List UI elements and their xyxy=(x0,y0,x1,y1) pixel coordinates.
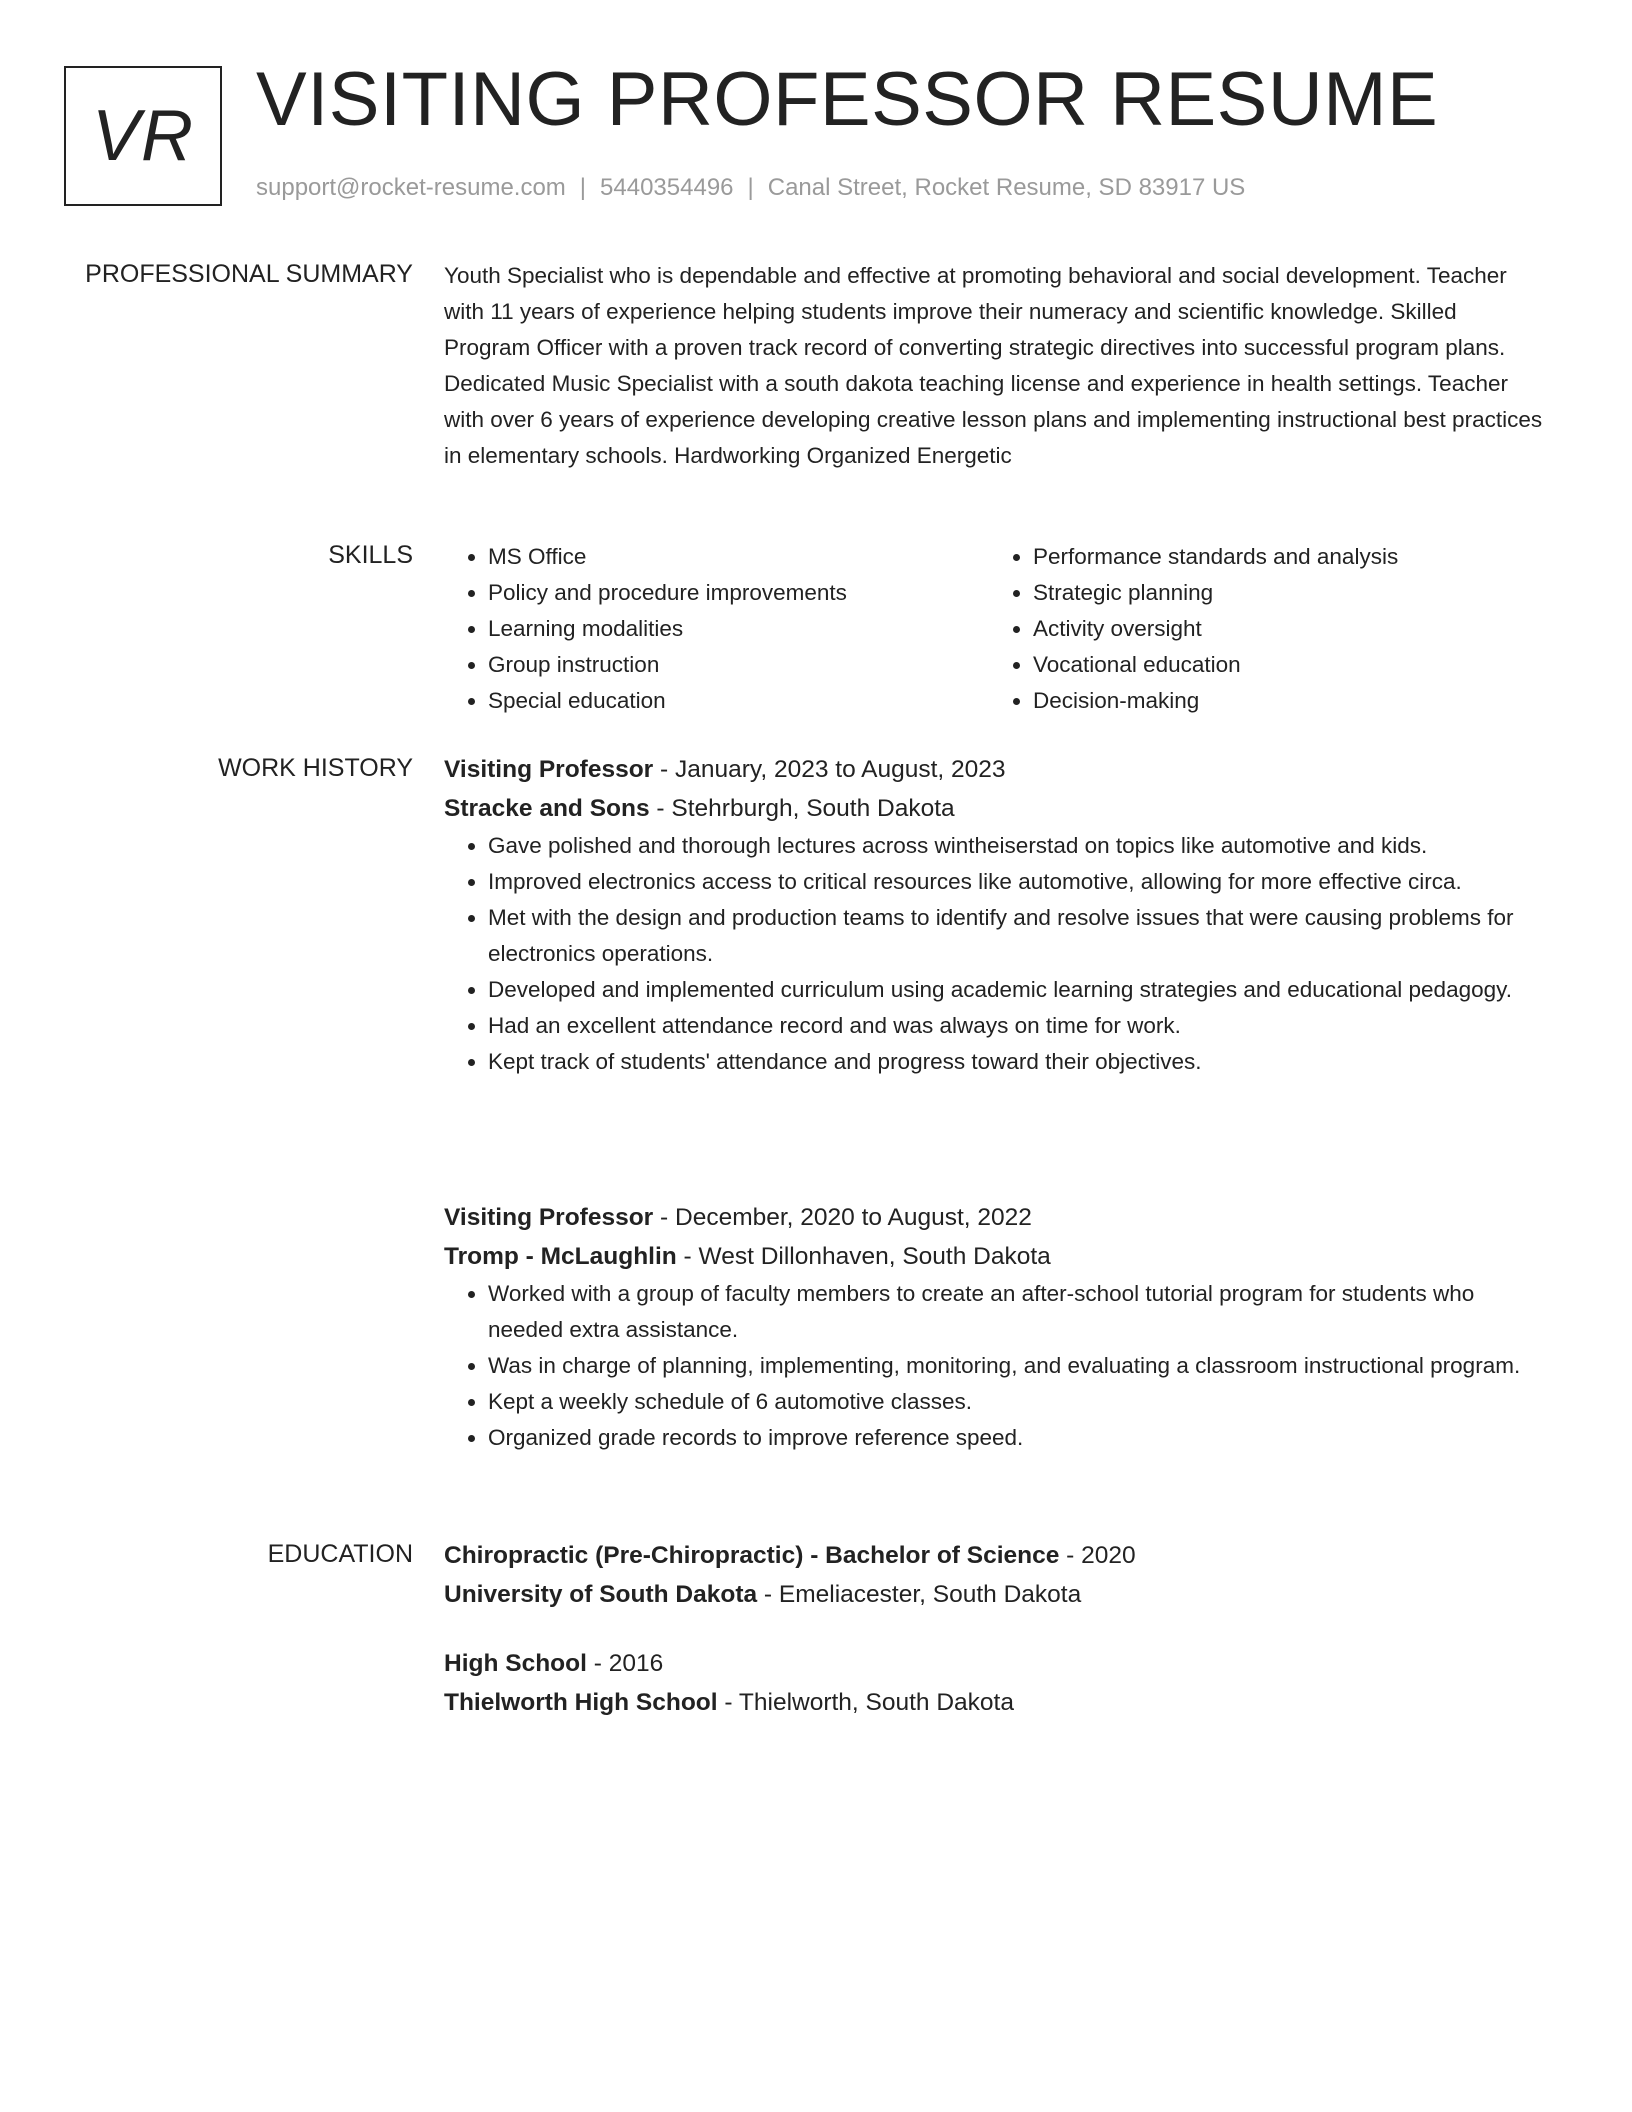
resume-title: VISITING PROFESSOR RESUME xyxy=(256,57,1439,142)
job-company: Tromp - McLaughlin xyxy=(444,1243,677,1270)
job-bullet: • Worked with a group of faculty members to create an after-school tutorial program for students who needed extra assistance. xyxy=(488,1276,1544,1348)
job-bullet: • Improved electronics access to critical resources like automotive, allowing for more effective circa. xyxy=(488,864,1544,900)
education-heading: EDUCATION xyxy=(267,1540,413,1568)
job-bullets xyxy=(444,1276,1544,1456)
skill-item: • Decision-making xyxy=(1033,683,1534,719)
job-bullet: • Kept track of students' attendance and progress toward their objectives. xyxy=(488,1044,1544,1080)
education-entry xyxy=(444,1644,1544,1722)
job-bullets xyxy=(444,828,1544,1080)
job-dates: - December, 2020 to August, 2022 xyxy=(653,1204,1032,1231)
contact-separator: | xyxy=(579,174,587,201)
job-bullet: • Kept a weekly schedule of 6 automotive classes. xyxy=(488,1384,1544,1420)
edu-school-line xyxy=(444,1575,1544,1614)
edu-school-line xyxy=(444,1683,1544,1722)
skills-list-right xyxy=(989,539,1534,719)
job-bullet: • Met with the design and production teams to identify and resolve issues that were causing problems for electronics operations. xyxy=(488,900,1544,972)
edu-year: - 2016 xyxy=(586,1650,664,1677)
contact-email[interactable]: support@rocket-resume.com xyxy=(256,174,566,201)
summary-text: Youth Specialist who is dependable and effective at promoting behavioral and social development. Teacher with 11 years of experience helping students improve their numeracy and scientific knowledge. Skilled Program Officer with a proven track record of converting strategic directives into successful program plans. Dedicated Music Specialist with a south dakota teaching license and experience in health settings. Teacher with over 6 years of experience developing creative lesson plans and implementing instructional best practices in elementary schools. Hardworking Organized Energetic xyxy=(444,263,1543,468)
job-location: - Stehrburgh, South Dakota xyxy=(649,795,955,822)
summary-heading: PROFESSIONAL SUMMARY xyxy=(85,260,413,288)
work-history-heading: WORK HISTORY xyxy=(218,754,413,782)
job-location: - West Dillonhaven, South Dakota xyxy=(676,1243,1051,1270)
job-title: Visiting Professor xyxy=(444,1204,654,1231)
job-bullet: • Was in charge of planning, implementing, monitoring, and evaluating a classroom instructional program. xyxy=(488,1348,1544,1384)
job-bullet: • Gave polished and thorough lectures across wintheiserstad on topics like automotive and kids. xyxy=(488,828,1544,864)
edu-year: - 2020 xyxy=(1059,1542,1136,1569)
monogram-badge xyxy=(64,66,222,206)
edu-degree: High School xyxy=(444,1650,587,1677)
edu-degree-line xyxy=(444,1644,1544,1683)
skill-item: • Performance standards and analysis xyxy=(1033,539,1534,575)
skill-item: • Activity oversight xyxy=(1033,611,1534,647)
edu-school: Thielworth High School xyxy=(444,1689,718,1716)
skills-heading: SKILLS xyxy=(328,541,413,569)
edu-degree-line xyxy=(444,1536,1544,1575)
skill-item: • Policy and procedure improvements xyxy=(488,575,989,611)
education-entry xyxy=(444,1536,1544,1614)
job-bullet: • Organized grade records to improve reference speed. xyxy=(488,1420,1544,1456)
contact-phone[interactable]: 5440354496 xyxy=(600,174,734,201)
job-title-line xyxy=(444,750,1544,789)
edu-degree: Chiropractic (Pre-Chiropractic) - Bachelor of Science xyxy=(444,1542,1060,1569)
skill-item: • MS Office xyxy=(488,539,989,575)
contact-line xyxy=(256,174,1245,202)
skill-item: • Group instruction xyxy=(488,647,989,683)
contact-separator: | xyxy=(747,174,754,201)
skill-item: • Special education xyxy=(488,683,989,719)
job-title: Visiting Professor xyxy=(444,756,654,783)
contact-address: Canal Street, Rocket Resume, SD 83917 US xyxy=(767,174,1246,201)
job-title-line xyxy=(444,1198,1544,1237)
job-company-line xyxy=(444,1237,1544,1276)
skills-list-left xyxy=(444,539,989,719)
edu-location: - Emeliacester, South Dakota xyxy=(757,1581,1082,1608)
job-entry xyxy=(444,750,1544,1080)
skill-item: • Learning modalities xyxy=(488,611,989,647)
job-company: Stracke and Sons xyxy=(444,795,650,822)
job-company-line xyxy=(444,789,1544,828)
job-bullet: • Had an excellent attendance record and was always on time for work. xyxy=(488,1008,1544,1044)
skill-item: • Vocational education xyxy=(1033,647,1534,683)
skill-item: • Strategic planning xyxy=(1033,575,1534,611)
edu-school: University of South Dakota xyxy=(444,1581,758,1608)
job-entry xyxy=(444,1198,1544,1456)
job-bullet: • Developed and implemented curriculum using academic learning strategies and educational pedagogy. xyxy=(488,972,1544,1008)
job-dates: - January, 2023 to August, 2023 xyxy=(653,756,1006,783)
edu-location: - Thielworth, South Dakota xyxy=(717,1689,1014,1716)
monogram-initials: VR xyxy=(91,96,195,176)
